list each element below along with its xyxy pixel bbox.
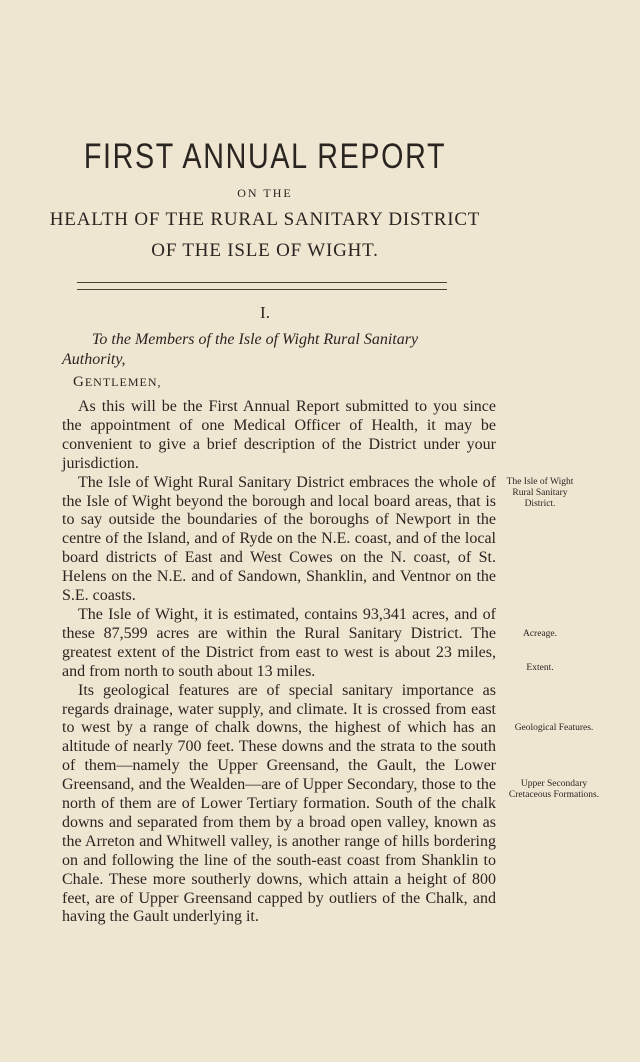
paragraph-acreage: The Isle of Wight, it is estimated, contains 93,341 acres, and of these 87,599 acres are within the Rural Sanitary District. The greatest extent of the District from east to west is about 23 miles, and from north to south about 13 miles. <box>62 605 496 680</box>
report-title: FIRST ANNUAL REPORT <box>83 137 447 176</box>
sidenote-extent: Extent. <box>526 663 554 673</box>
address-to-members <box>62 330 502 370</box>
paragraph-geology: Its geological features are of special sanitary importance as regards drainage, water supply, and climate. It is crossed from east to west by a range of chalk downs, the highest of which has an altitude of nearly 700 feet. These downs and the strata to the south of them—namely the Upper Greensand, the Gault, the Lower Greensand, and the Wealden—are of Upper Secondary, those to the north of them are of Lower Tertiary formation. South of the chalk downs and separated from them by a broad open valley, known as the Arreton and Whitwell valley, is another range of hills bordering on and following the line of the south-east coast from Shanklin to Chale. These more southerly downs, which attain a height of 800 feet, are of Upper Greensand capped by outliers of the Chalk, and having the Gault underlying it. <box>62 681 496 926</box>
paragraph-introduction: As this will be the First Annual Report submitted to you since the appointment of one Medical Officer of Health, it may be convenient to give a brief description of the District under your jurisdiction. <box>62 398 496 472</box>
report-subtitle-line1: HEALTH OF THE RURAL SANITARY DISTRICT <box>49 209 481 230</box>
sidenote-district-line1: The Isle of Wight <box>506 477 574 487</box>
sidenote-secondary-line2: Cretaceous Formations. <box>508 790 600 800</box>
address-line2: Authority, <box>62 351 126 368</box>
sidenote-district-line2: Rural Sanitary <box>512 488 568 498</box>
salutation-initial: G <box>73 374 85 390</box>
salutation <box>73 374 162 391</box>
report-subtitle-line2: OF THE ISLE OF WIGHT. <box>151 240 379 261</box>
double-rule-divider <box>77 282 447 290</box>
report-subtitle-connector: ON THE <box>237 186 293 200</box>
sidenote-secondary-formations <box>494 779 614 801</box>
paragraph-district: The Isle of Wight Rural Sanitary District embraces the whole of the Isle of Wight beyond the borough and local board areas, that is to say outside the boundaries of the boroughs of Newport in the centre of the Island, and of Ryde on the N.E. coast, and of the local board districts of East and West Cowes on the N. coast, of St. Helens on the N.E. and of Sandown, Shanklin, and Ventnor on the S.E. coasts. <box>62 473 496 605</box>
section-number: I. <box>260 303 270 322</box>
sidenote-secondary-line1: Upper Secondary <box>520 779 588 789</box>
sidenote-district <box>480 477 600 510</box>
sidenote-district-line3: District. <box>524 499 556 509</box>
sidenote-acreage: Acreage. <box>522 629 557 639</box>
report-body <box>62 398 496 927</box>
salutation-rest: ENTLEMEN, <box>84 375 162 389</box>
address-line1: To the Members of the Isle of Wight Rural Sanitary <box>92 331 419 348</box>
sidenote-geology: Geological Features. <box>514 723 594 733</box>
